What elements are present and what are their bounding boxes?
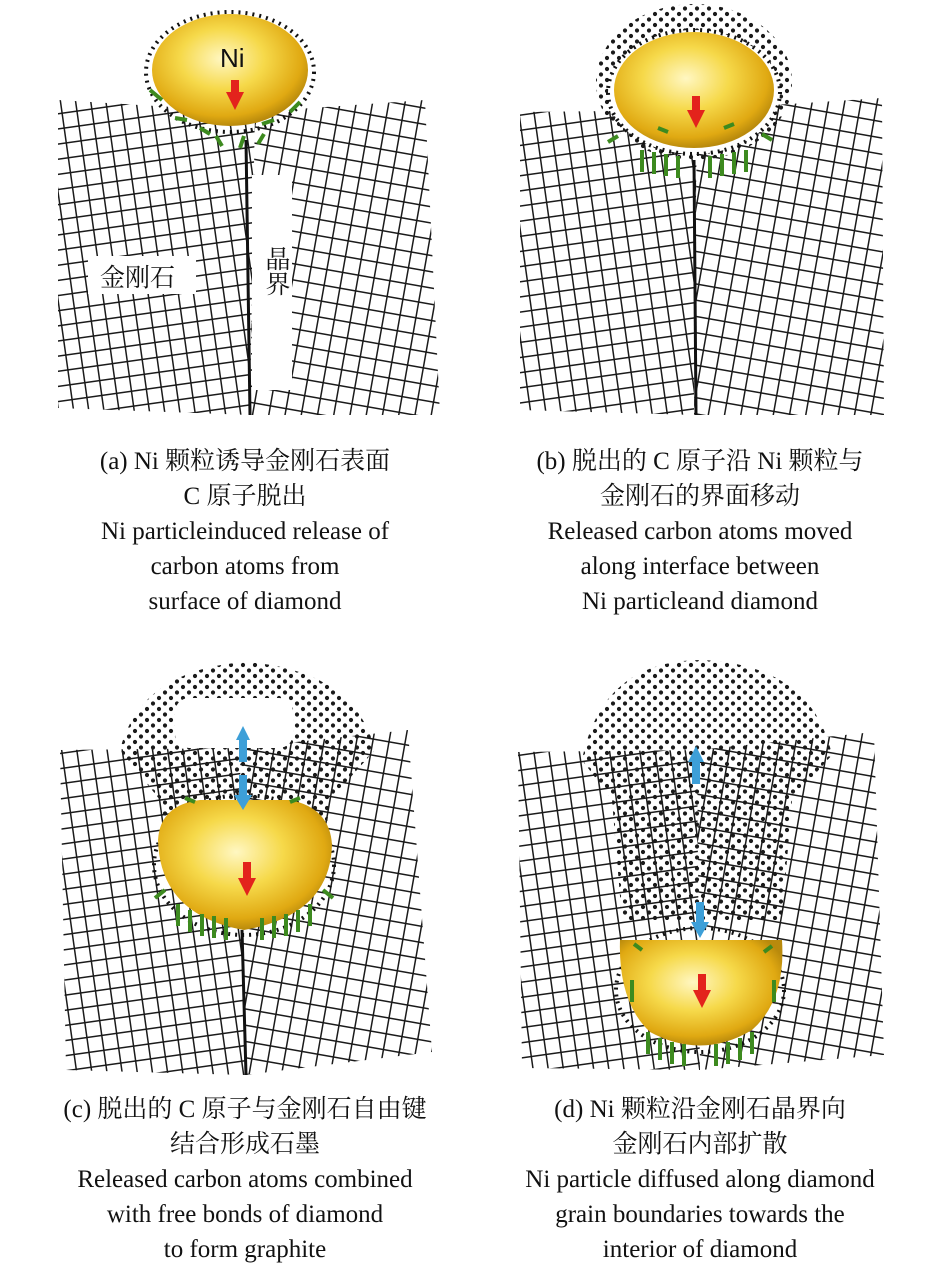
caption-b-cn-line2: 金刚石的界面移动: [599, 483, 800, 510]
caption-c-en-line1: Released carbon atoms combined: [77, 1166, 413, 1193]
panel-c: [0, 640, 472, 1080]
panel-d: [472, 640, 945, 1080]
caption-b-cn-line1: (b) 脱出的 C 原子沿 Ni 颗粒与: [536, 448, 864, 475]
caption-c-en-line3: to form graphite: [163, 1236, 327, 1263]
grain-boundary-label: 晶界: [262, 246, 291, 296]
caption-a-cn-line2: C 原子脱出: [183, 483, 307, 510]
caption-b-en-line1: Released carbon atoms moved: [547, 518, 853, 545]
caption-c-cn-line1: (c) 脱出的 C 原子与金刚石自由键: [63, 1096, 427, 1123]
gap-white: [175, 698, 293, 748]
caption-a-en-line2: carbon atoms from: [150, 553, 340, 580]
caption-d-cn-line1: (d) Ni 颗粒沿金刚石晶界向: [554, 1096, 846, 1123]
caption-c-en-line2: with free bonds of diamond: [106, 1201, 384, 1228]
caption-d-cn-line2: 金刚石内部扩散: [612, 1131, 788, 1158]
caption-d-en-line1: Ni particle diffused along diamond: [525, 1166, 875, 1193]
caption-d-en-line2: grain boundaries towards the: [555, 1201, 845, 1228]
caption-b: [470, 444, 930, 619]
panel-d-diagram: [472, 640, 945, 1080]
caption-d-en-line3: interior of diamond: [602, 1236, 798, 1263]
ni-label: Ni: [220, 43, 245, 73]
caption-c: [0, 1092, 490, 1267]
panel-b: [472, 0, 945, 430]
caption-a-en-line1: Ni particleinduced release of: [100, 518, 390, 545]
caption-d: [470, 1092, 930, 1267]
panel-a: [0, 0, 472, 430]
panel-b-diagram: [472, 0, 945, 430]
caption-a-cn-line1: (a) Ni 颗粒诱导金刚石表面: [99, 448, 391, 475]
grain-boundary-line: [694, 160, 696, 415]
caption-b-en-line2: along interface between: [580, 553, 820, 580]
diamond-label: 金刚石: [100, 263, 176, 292]
caption-c-cn-line2: 结合形成石墨: [169, 1131, 320, 1158]
caption-a: [0, 444, 490, 619]
ni-particle: [614, 32, 774, 148]
caption-a-en-line3: surface of diamond: [148, 588, 342, 615]
panel-c-diagram: [0, 640, 472, 1080]
caption-b-en-line3: Ni particleand diamond: [581, 588, 819, 615]
